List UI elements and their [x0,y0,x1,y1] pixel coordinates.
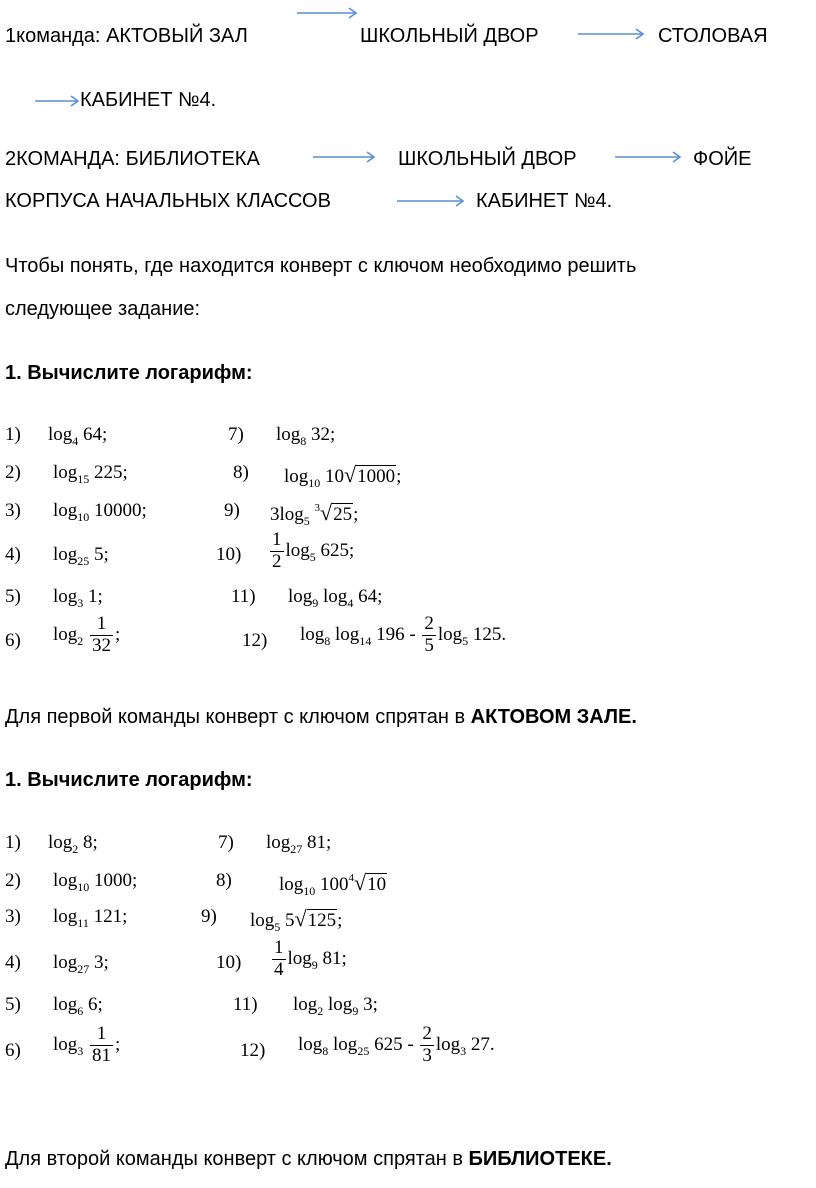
arrow-icon [578,29,643,39]
set2-num-4: 4) [5,952,21,973]
set1-num-8: 8) [233,462,249,483]
arrow-icon [615,152,680,162]
set1-num-10: 10) [216,544,242,565]
set2-num-3: 3) [5,906,21,927]
team1-stop-3: СТОЛОВАЯ [658,25,768,47]
set1-num-5: 5) [5,586,21,607]
set2-num-7: 7) [218,832,234,853]
set2-num-10: 10) [216,952,242,973]
set1-expr-12: $\log_8 \log_{14} 196$ - $\frac{2}{5}$ $\log_5 125$. [300,613,507,656]
team2-stop-2: ШКОЛЬНЫЙ ДВОР [398,148,577,170]
set1-expr-5: $\log_3 1$; [53,586,103,610]
set1-num-4: 4) [5,544,21,565]
task-heading-1: 1. Вычислите логарифм: [5,362,253,384]
set2-num-2: 2) [5,870,21,891]
set1-expr-9: $3\log_5$ $^3$√25; [270,500,359,528]
team1-label: 1команда: [5,25,101,47]
set2-expr-7: $\log_{27} 81$; [266,832,332,856]
set2-num-6: 6) [5,1040,21,1061]
set2-expr-9: $\log_5 5√125$; [250,906,343,934]
set2-num-5: 5) [5,994,21,1015]
intro-line-2: следующее задание: [5,298,201,320]
arrow-icon [297,8,356,18]
set1-expr-11: $\log_9 \log_4 64$; [288,586,383,610]
set2-num-1: 1) [5,832,21,853]
set2-answer-place: БИБЛИОТЕКЕ. [468,1148,612,1170]
team2-stop-3: ФОЙЕ [693,148,752,170]
team2-label: 2КОМАНДА: [5,148,120,170]
arrow-icon [397,196,463,206]
arrow-icon [35,96,78,106]
set2-expr-1: $\log_2 8$; [48,832,98,856]
set1-num-11: 11) [231,586,256,607]
arrow-icon [313,152,374,162]
team1-stop-1: АКТОВЫЙ ЗАЛ [106,25,248,47]
set2-expr-11: $\log_2 \log_9 3$; [293,994,378,1018]
team1-stop-4: КАБИНЕТ №4. [80,89,217,111]
team2-stop-1: БИБЛИОТЕКА [125,148,260,170]
intro-line-1: Чтобы понять, где находится конверт с ключом необходимо решить [5,255,637,277]
set2-num-9: 9) [201,906,217,927]
team2-route-line [5,148,260,171]
set1-num-7: 7) [228,424,244,445]
set1-expr-4: $\log_{25} 5$; [53,544,109,568]
set1-num-1: 1) [5,424,21,445]
set2-expr-4: $\log_{27} 3$; [53,952,109,976]
set1-expr-8: $\log_{10} 10√1000$; [284,462,402,490]
set1-num-2: 2) [5,462,21,483]
set2-expr-6: $\log_3$ $\frac{1}{81}$ ; [53,1023,121,1066]
set1-expr-3: $\log_{10} 10000$; [53,500,147,524]
set2-num-8: 8) [216,870,232,891]
set1-num-12: 12) [242,630,268,651]
set2-num-12: 12) [240,1040,266,1061]
set1-num-3: 3) [5,500,21,521]
set1-num-6: 6) [5,630,21,651]
set1-answer-place: АКТОВОМ ЗАЛЕ. [470,706,637,728]
set1-expr-7: $\log_8 32$; [276,424,336,448]
set1-expr-2: $\log_{15} 225$; [53,462,128,486]
set2-expr-12: $\log_8 \log_{25} 625$ - $\frac{2}{3}$ $\log_3 27$. [298,1023,495,1066]
set2-expr-2: $\log_{10} 1000$; [53,870,138,894]
set1-expr-10: $\frac{1}{2}$ $\log_5 625$; [272,529,355,572]
set2-expr-3: $\log_{11} 121$; [53,906,128,930]
set1-expr-6: $\log_2$ $\frac{1}{32}$ ; [53,613,121,656]
set2-num-11: 11) [233,994,258,1015]
set1-num-9: 9) [224,500,240,521]
team1-route-line [5,25,248,48]
set2-expr-10: $\frac{1}{4}$ $\log_9 81$; [274,937,347,980]
team2-stop-5: КАБИНЕТ №4. [476,190,613,212]
task-heading-2: 1. Вычислите логарифм: [5,769,253,791]
set1-answer: Для первой команды конверт с ключом спрятан в АКТОВОМ ЗАЛЕ. [5,706,637,728]
set2-expr-5: $\log_6 6$; [53,994,103,1018]
set2-expr-8: $\log_{10} 100^4√10$ [279,870,387,898]
set2-answer: Для второй команды конверт с ключом спрятан в БИБЛИОТЕКЕ. [5,1148,612,1170]
set1-expr-1: $\log_4 64$; [48,424,108,448]
team2-stop-4: КОРПУСА НАЧАЛЬНЫХ КЛАССОВ [5,190,331,212]
team1-stop-2: ШКОЛЬНЫЙ ДВОР [360,25,539,47]
